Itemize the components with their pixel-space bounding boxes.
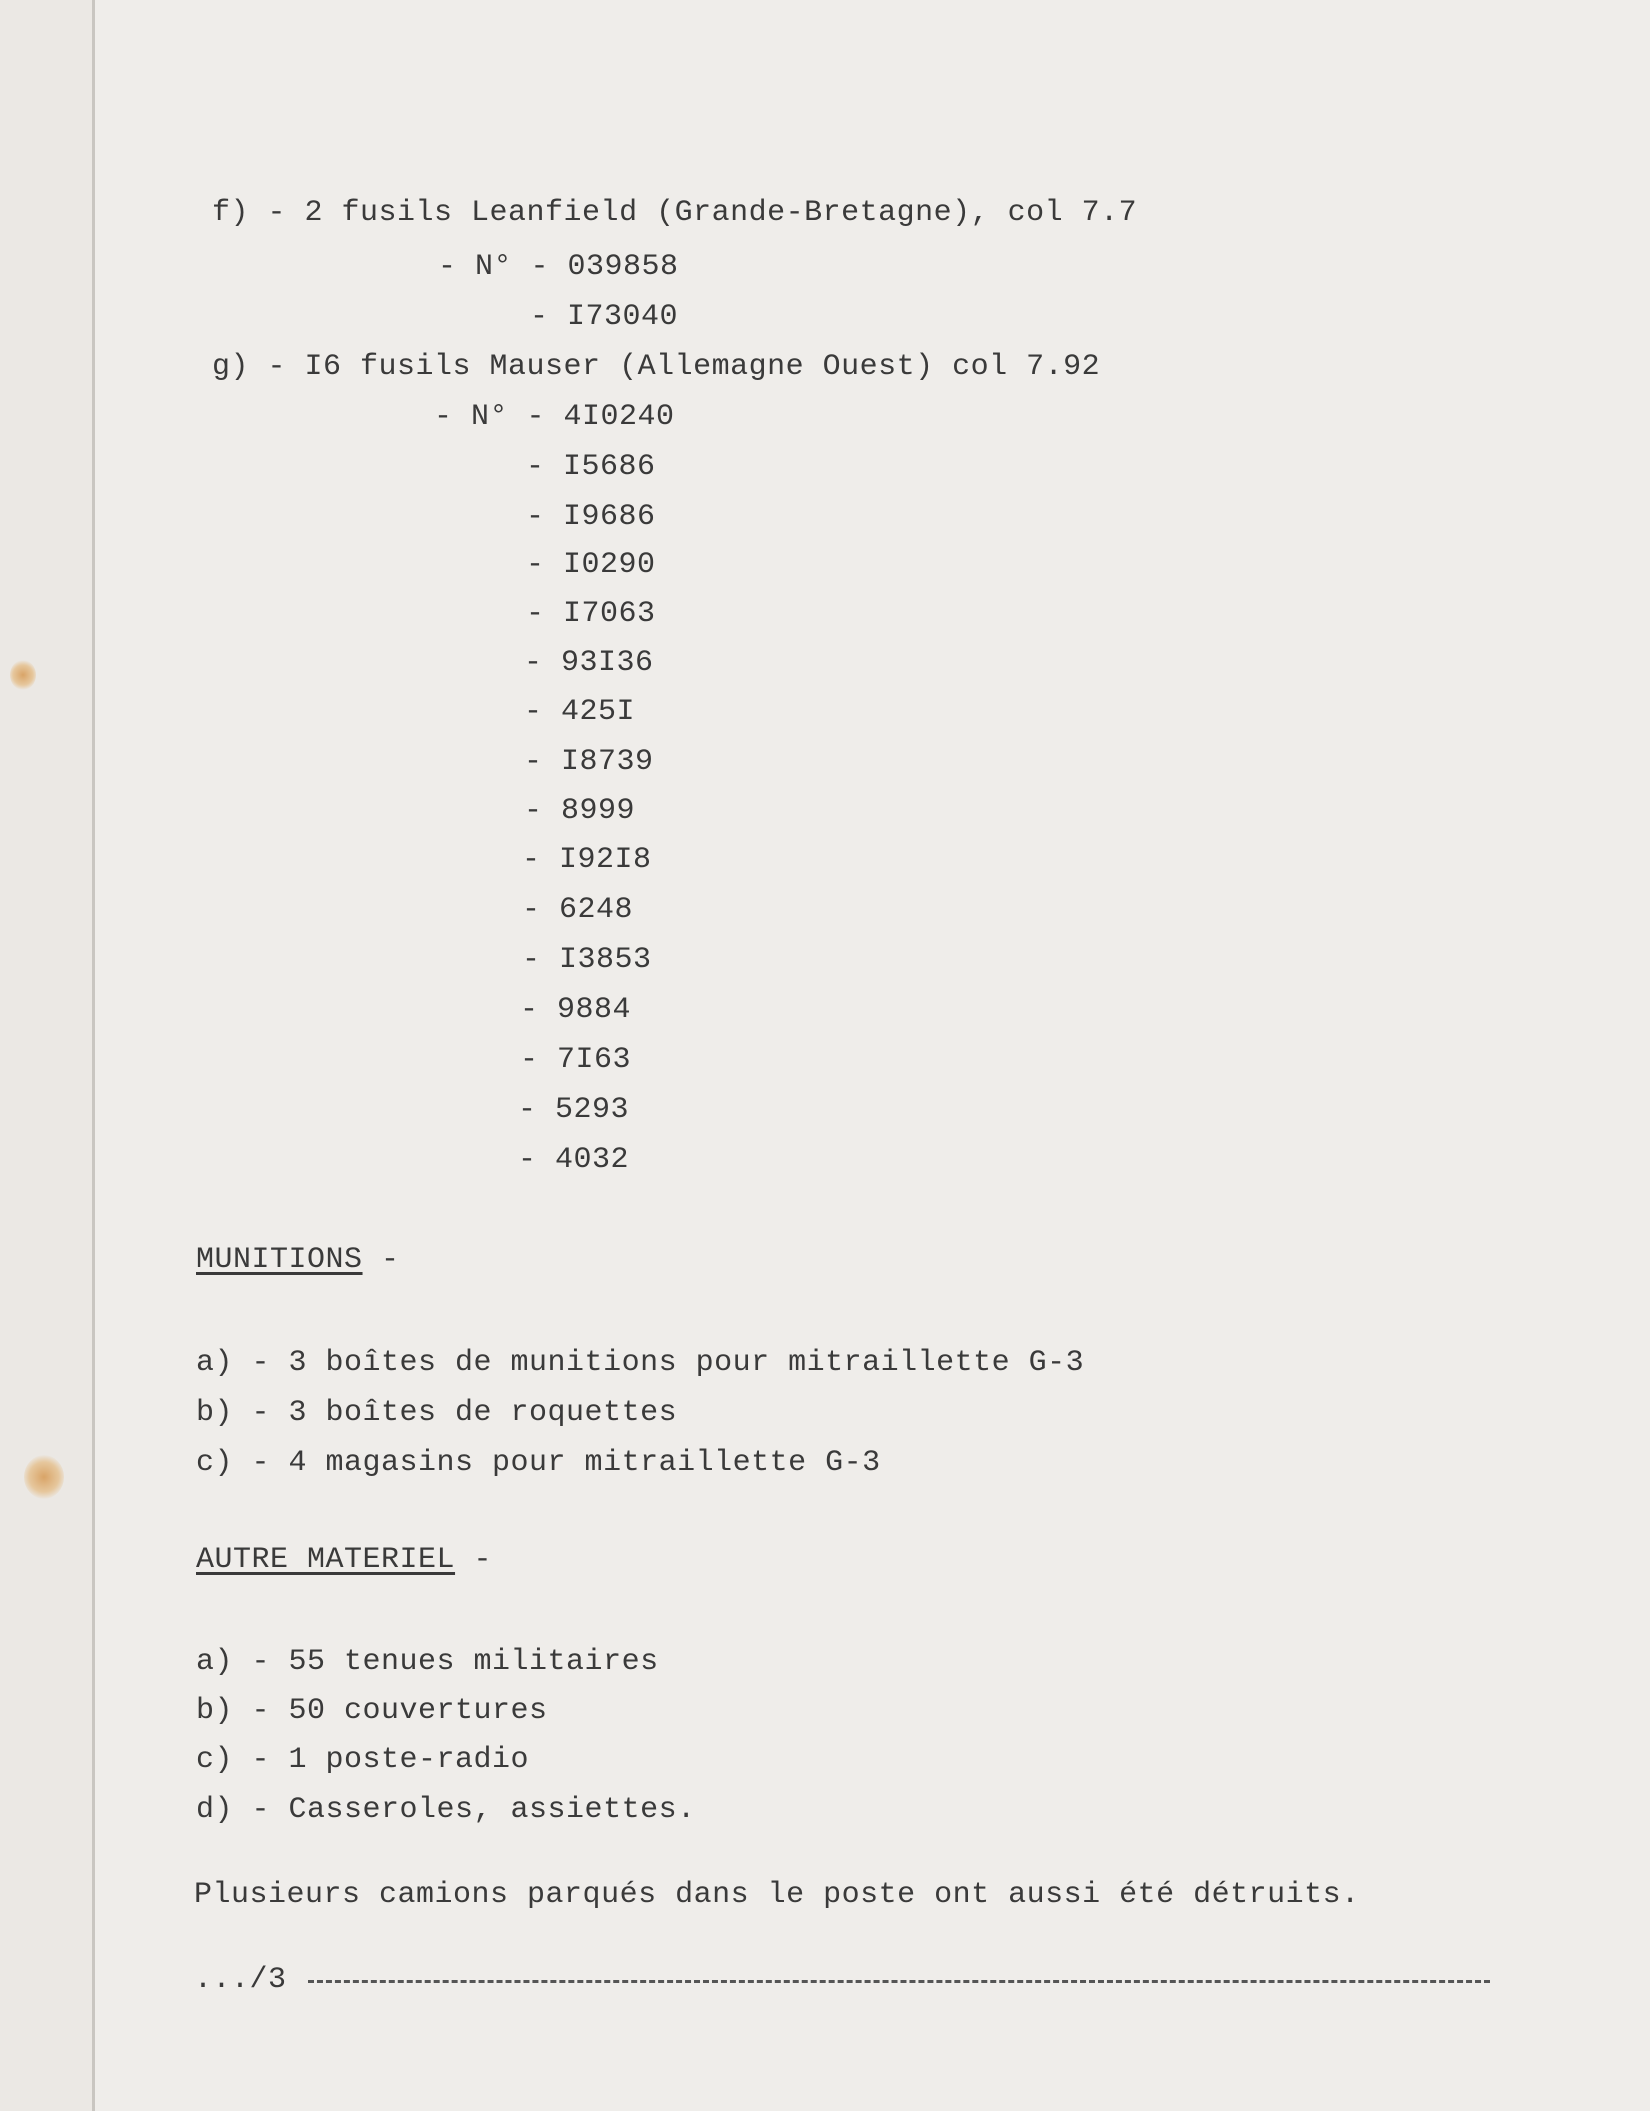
item-g-serial: - I8739 — [524, 745, 654, 779]
page-left-edge — [0, 0, 95, 2111]
item-g-serial: - 8999 — [524, 794, 636, 828]
item-g-serial: - 5293 — [518, 1093, 630, 1127]
item-g-serial: - I9686 — [526, 500, 656, 534]
item-g-serial: - I92I8 — [522, 843, 652, 877]
munitions-heading-dash: - — [362, 1243, 400, 1277]
item-g-serial: - 425I — [524, 695, 636, 729]
item-g-serial: - 7I63 — [520, 1043, 632, 1077]
item-g-serial: - 6248 — [522, 893, 634, 927]
autre-materiel-item: d) - Casseroles, assiettes. — [196, 1793, 696, 1827]
paper-stain — [24, 1455, 64, 1499]
autre-materiel-item: b) - 50 couvertures — [196, 1694, 548, 1728]
munitions-heading-text: MUNITIONS — [196, 1243, 363, 1277]
footer-rule — [308, 1980, 1490, 1983]
item-g-serial: - I7063 — [526, 597, 656, 631]
item-f-line: f) - 2 fusils Leanfield (Grande-Bretagne), col 7.7 — [212, 196, 1138, 230]
munitions-item: b) - 3 boîtes de roquettes — [196, 1396, 678, 1430]
item-g-serial: - 9884 — [520, 993, 632, 1027]
autre-materiel-heading-dash: - — [455, 1543, 493, 1577]
munitions-item: a) - 3 boîtes de munitions pour mitraillette G-3 — [196, 1346, 1085, 1380]
item-g-serial: - 93I36 — [524, 646, 654, 680]
item-f-serial-label: - N° - 039858 — [438, 250, 679, 284]
autre-materiel-heading — [196, 1543, 492, 1577]
autre-materiel-item: a) - 55 tenues militaires — [196, 1645, 659, 1679]
autre-materiel-heading-text: AUTRE MATERIEL — [196, 1543, 456, 1577]
autre-materiel-item: c) - 1 poste-radio — [196, 1743, 530, 1777]
munitions-item: c) - 4 magasins pour mitraillette G-3 — [196, 1446, 881, 1480]
item-g-serial-label: - N° - 4I0240 — [434, 400, 675, 434]
item-g-serial: - 4032 — [518, 1143, 630, 1177]
closing-sentence: Plusieurs camions parqués dans le poste ont aussi été détruits. — [194, 1878, 1360, 1912]
item-g-serial: - I5686 — [526, 450, 656, 484]
page-continuation: .../3 — [194, 1963, 287, 1997]
item-g-serial: - I0290 — [526, 548, 656, 582]
item-f-serial: - I73040 — [530, 300, 679, 334]
paper-stain — [10, 660, 36, 690]
item-g-serial: - I3853 — [522, 943, 652, 977]
munitions-heading — [196, 1243, 400, 1277]
item-g-line: g) - I6 fusils Mauser (Allemagne Ouest) col 7.92 — [212, 350, 1101, 384]
